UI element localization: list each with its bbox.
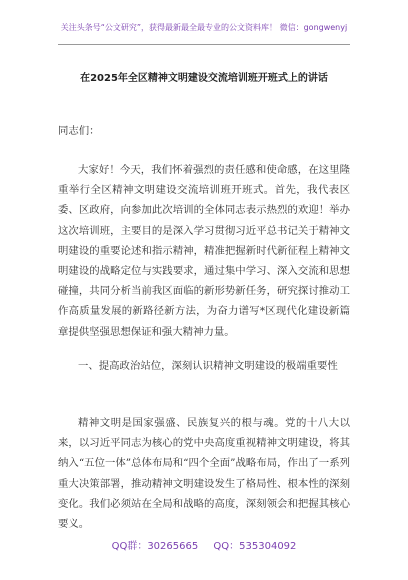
paragraph-section-1: 精神文明是国家强盛、民族复兴的根与魂。党的十八大以来，以习近平同志为核心的党中央高度重视精神文明建设，将其纳入“五位一体”总体布局和“四个全面”战略布局，作出了一系列重大决策部署，推动精神文明建设发生了格局性、根本性的深刻变化。我们必须站在全局和战略的高度，深刻领会和把握其核心要义。 bbox=[58, 417, 350, 531]
salutation: 同志们： bbox=[58, 125, 100, 137]
section-heading-1: 一、提高政治站位，深刻认识精神文明建设的极端重要性 bbox=[78, 360, 338, 372]
document-title: 在2025年全区精神文明建设交流培训班开班式上的讲话 bbox=[80, 73, 328, 84]
paragraph-opening: 大家好！今天，我们怀着强烈的责任感和使命感，在这里隆重举行全区精神文明建设交流培训班开班式。首先，我代表区委、区政府，向参加此次培训的全体同志表示热烈的欢迎！举办这次培训班，主要目的是深入学习贯彻习近平总书记关于精神文明建设的重要论述和指示精神，精准把握新时代新征程上精神文明建设的战略定位与实践要求，通过集中学习、深入交流和思想碰撞，共同分析当前我区面临的新形势新任务，研究探讨推动工作高质量发展的新路径新方法，为奋力谱写*区现代化建设新篇章提供坚强思想保证和强大精神力量。 bbox=[58, 164, 350, 338]
header-note: 关注头条号“公文研究”，获得最新最全最专业的公文资料库！ 微信：gongwenyj bbox=[60, 23, 348, 32]
footer-qq-group: QQ群：30265665 bbox=[111, 541, 199, 552]
header-divider bbox=[58, 44, 350, 45]
footer-contact bbox=[0, 537, 408, 552]
footer-qq: QQ：535304092 bbox=[213, 541, 297, 552]
